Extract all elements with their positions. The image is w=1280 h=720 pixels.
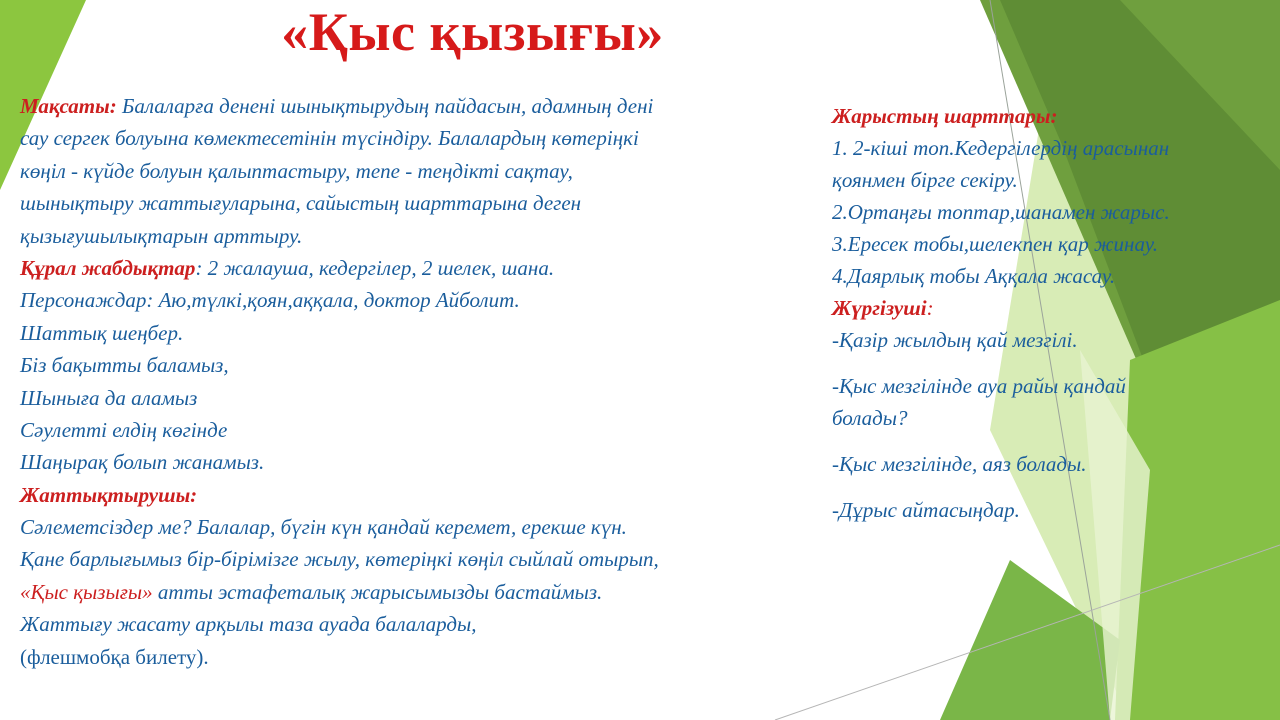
host-line: [832, 292, 1272, 324]
circle-line: Шаттық шеңбер.: [20, 320, 184, 345]
poem-line-3: Сәулетті елдің көгінде: [20, 417, 228, 442]
host-label: Жүргізуші: [832, 296, 927, 320]
speech-line-4: Жаттығу жасату арқылы таза ауада балаларды,: [20, 612, 477, 637]
rule-1a: 1. 2-кіші топ.Кедергілердің арасынан: [832, 136, 1170, 160]
question-1: -Қазір жылдың қай мезгілі.: [832, 328, 1078, 352]
left-text-block: [20, 90, 770, 673]
characters-line: Персонаждар: Аю,түлкі,қоян,аққала, доктор Айболит.: [20, 288, 520, 313]
question-2b: болады?: [832, 406, 908, 430]
equipment-label: Құрал жабдықтар: [20, 255, 196, 280]
poem-line-2: Шыныға да аламыз: [20, 385, 198, 410]
speech-quote: «Қыс қызығы»: [20, 579, 153, 604]
slide-title: «Қыс қызығы»: [281, 2, 664, 62]
rule-2: 2.Ортаңғы топтар,шанамен жарыс.: [832, 200, 1170, 224]
goal-text-1: Балаларға денені шынықтырудың пайдасын, адамның дені: [116, 94, 654, 118]
speech-line-1: Сәлеметсіздер ме? Балалар, бүгін күн қандай керемет, ерекше күн.: [20, 515, 627, 540]
goal-line-5: қызығушылықтарын арттыру.: [20, 223, 303, 248]
goal-line-3: көңіл - күйде болуын қалыптастыру, тепе - теңдікті сақтау,: [20, 158, 573, 183]
equipment-line: [20, 252, 770, 284]
goal-label: Мақсаты:: [20, 94, 117, 118]
rules-label: Жарыстың шарттары:: [832, 104, 1058, 128]
question-2a: -Қыс мезгілінде ауа райы қандай: [832, 374, 1126, 398]
goal-line-2: сау сергек болуына көмектесетінін түсіндіру. Балалардың көтеріңкі: [20, 126, 639, 151]
goal-line-1: [20, 90, 770, 122]
speech-line-5: (флешмобқа билету).: [20, 644, 209, 669]
right-text-block: [832, 100, 1272, 526]
speech-line-3: [20, 576, 770, 608]
poem-line-1: Біз бақытты баламыз,: [20, 353, 229, 378]
poem-line-4: Шаңырақ болып жанамыз.: [20, 450, 265, 475]
rule-4: 4.Даярлық тобы Аққала жасау.: [832, 264, 1116, 288]
answer-4: -Дұрыс айтасыңдар.: [832, 498, 1020, 522]
rule-3: 3.Ересек тобы,шелекпен қар жинау.: [832, 232, 1158, 256]
answer-3: -Қыс мезгілінде, аяз болады.: [832, 452, 1087, 476]
host-colon: :: [926, 296, 934, 320]
equipment-text: : 2 жалауша, кедергілер, 2 шелек, шана.: [195, 255, 555, 280]
speech-line-3-rest: атты эстафеталық жарысымызды бастаймыз.: [152, 579, 603, 604]
speech-line-2: Қане барлығымыз бір-бірімізге жылу, көтеріңкі көңіл сыйлай отырып,: [20, 547, 659, 572]
rule-1b: қоянмен бірге секіру.: [832, 168, 1018, 192]
trainer-label: Жаттықтырушы:: [20, 482, 198, 507]
goal-line-4: шынықтыру жаттығуларына, сайыстың шарттарына деген: [20, 191, 582, 216]
